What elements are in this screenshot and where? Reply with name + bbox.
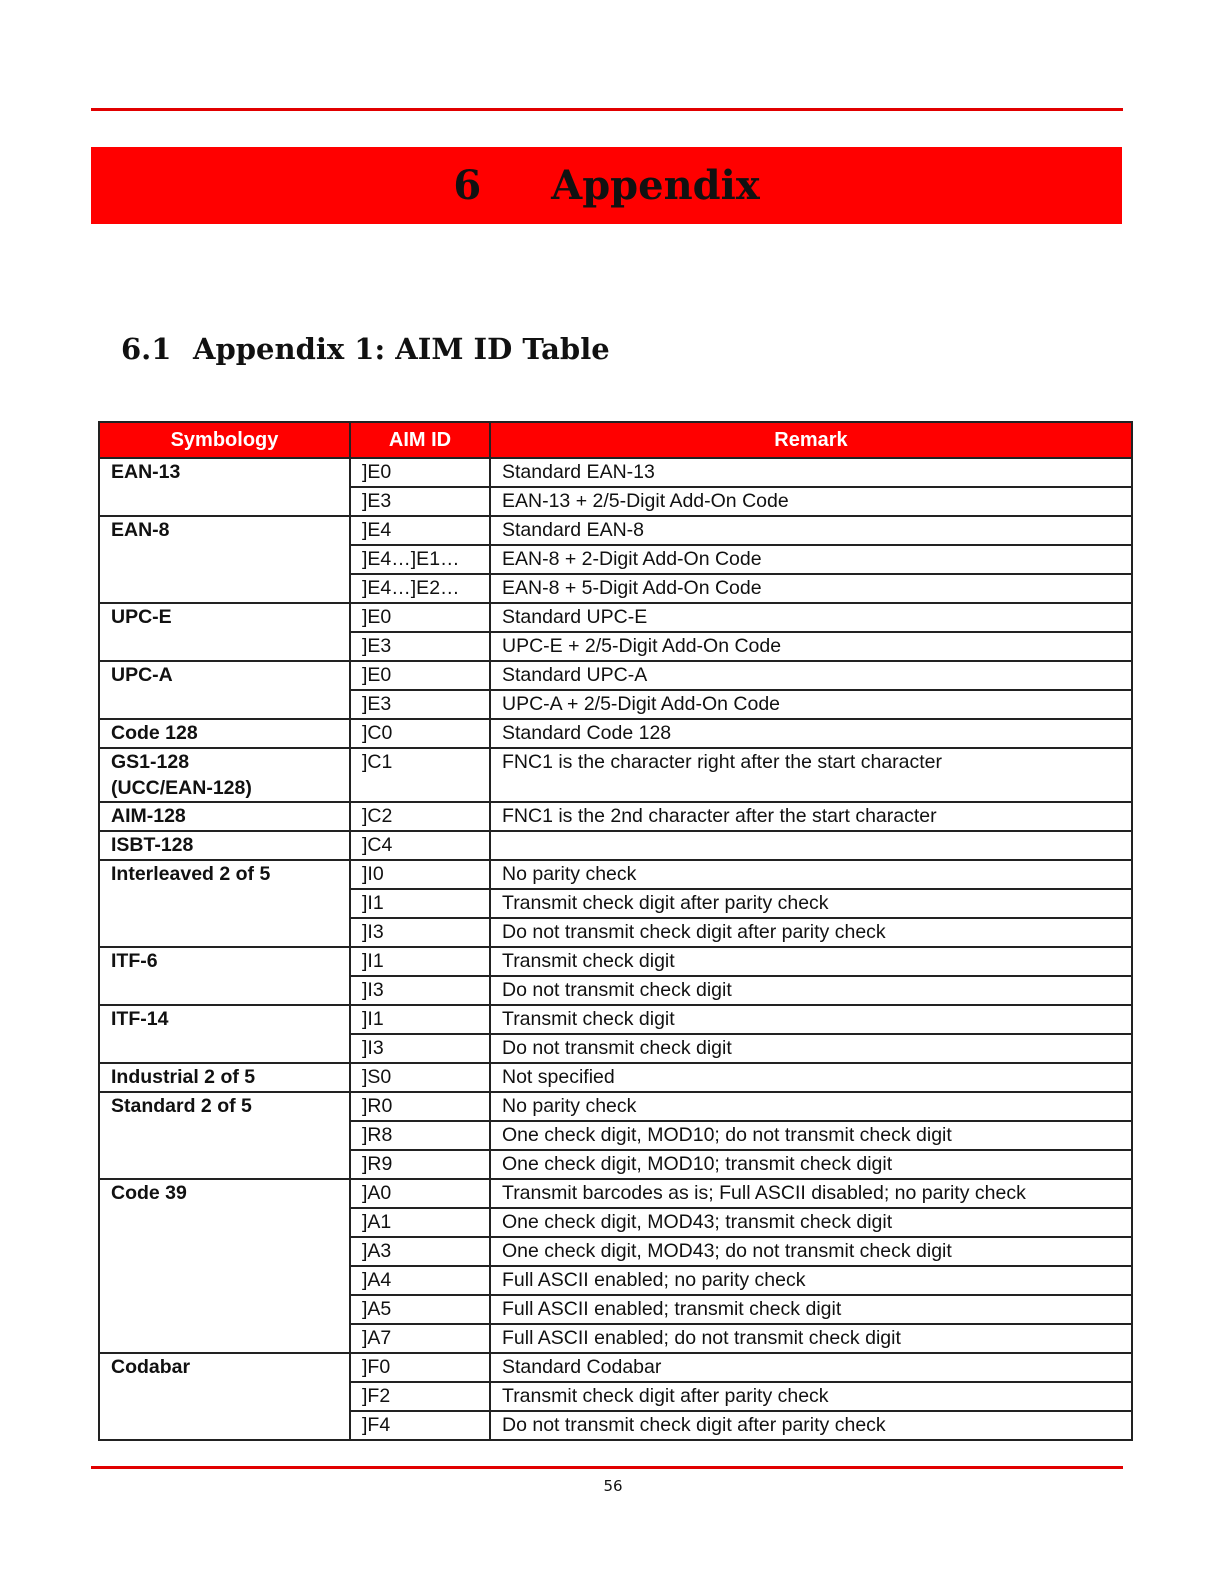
- remark-cell: Full ASCII enabled; do not transmit check digit: [490, 1324, 1132, 1353]
- table-row: [99, 1179, 1132, 1208]
- remark-cell: One check digit, MOD10; transmit check digit: [490, 1150, 1132, 1179]
- aim-id-cell: ]E4: [350, 516, 490, 545]
- remark-cell: Transmit check digit: [490, 947, 1132, 976]
- aim-id-cell: ]I1: [350, 889, 490, 918]
- remark-cell: Transmit check digit: [490, 1005, 1132, 1034]
- aim-id-cell: ]E3: [350, 632, 490, 661]
- table-row: [99, 860, 1132, 889]
- remark-cell: Do not transmit check digit after parity check: [490, 1411, 1132, 1440]
- symbology-cell: EAN-8: [99, 516, 350, 603]
- aim-id-cell: ]E0: [350, 458, 490, 487]
- remark-cell: Do not transmit check digit: [490, 1034, 1132, 1063]
- aim-id-cell: ]F0: [350, 1353, 490, 1382]
- aim-id-cell: ]I0: [350, 860, 490, 889]
- symbology-cell: Code 128: [99, 719, 350, 748]
- remark-cell: Standard EAN-8: [490, 516, 1132, 545]
- aim-id-cell: ]A1: [350, 1208, 490, 1237]
- section-title: Appendix 1: AIM ID Table: [193, 332, 610, 366]
- header-aim-id: AIM ID: [350, 422, 490, 458]
- aim-id-cell: ]A5: [350, 1295, 490, 1324]
- table-row: [99, 947, 1132, 976]
- table-row: [99, 661, 1132, 690]
- table-header-row: [99, 422, 1132, 458]
- remark-cell: Do not transmit check digit after parity check: [490, 918, 1132, 947]
- remark-cell: Standard UPC-A: [490, 661, 1132, 690]
- symbology-cell: GS1-128 (UCC/EAN-128): [99, 748, 350, 802]
- remark-cell: One check digit, MOD43; transmit check digit: [490, 1208, 1132, 1237]
- aim-id-cell: ]I3: [350, 1034, 490, 1063]
- remark-cell: Transmit check digit after parity check: [490, 889, 1132, 918]
- remark-cell: EAN-8 + 5-Digit Add-On Code: [490, 574, 1132, 603]
- aim-id-cell: ]R9: [350, 1150, 490, 1179]
- remark-cell: Standard UPC-E: [490, 603, 1132, 632]
- remark-cell: [490, 831, 1132, 860]
- symbology-cell: Code 39: [99, 1179, 350, 1353]
- symbology-cell: Standard 2 of 5: [99, 1092, 350, 1179]
- aim-id-cell: ]R8: [350, 1121, 490, 1150]
- remark-cell: Full ASCII enabled; no parity check: [490, 1266, 1132, 1295]
- table-body: [99, 458, 1132, 1440]
- remark-cell: EAN-8 + 2-Digit Add-On Code: [490, 545, 1132, 574]
- remark-cell: UPC-E + 2/5-Digit Add-On Code: [490, 632, 1132, 661]
- symbology-cell: Interleaved 2 of 5: [99, 860, 350, 947]
- remark-cell: Transmit barcodes as is; Full ASCII disabled; no parity check: [490, 1179, 1132, 1208]
- aim-id-table: [98, 421, 1133, 1441]
- symbology-cell: UPC-A: [99, 661, 350, 719]
- header-remark: Remark: [490, 422, 1132, 458]
- aim-id-cell: ]E3: [350, 487, 490, 516]
- aim-id-cell: ]R0: [350, 1092, 490, 1121]
- top-rule: [91, 108, 1123, 111]
- table-row: [99, 603, 1132, 632]
- remark-cell: Not specified: [490, 1063, 1132, 1092]
- aim-id-cell: ]E0: [350, 661, 490, 690]
- remark-cell: FNC1 is the character right after the start character: [490, 748, 1132, 802]
- symbology-cell: ISBT-128: [99, 831, 350, 860]
- aim-id-cell: ]F2: [350, 1382, 490, 1411]
- table-row: [99, 831, 1132, 860]
- remark-cell: Standard Codabar: [490, 1353, 1132, 1382]
- table-row: [99, 1063, 1132, 1092]
- symbology-cell: EAN-13: [99, 458, 350, 516]
- chapter-title: Appendix: [551, 162, 760, 209]
- remark-cell: Do not transmit check digit: [490, 976, 1132, 1005]
- section-heading: [121, 332, 610, 366]
- table-row: [99, 719, 1132, 748]
- symbology-cell: UPC-E: [99, 603, 350, 661]
- aim-id-cell: ]C2: [350, 802, 490, 831]
- chapter-banner: [91, 147, 1122, 224]
- symbology-cell: ITF-14: [99, 1005, 350, 1063]
- chapter-number: 6: [453, 162, 482, 209]
- table-row: [99, 1092, 1132, 1121]
- remark-cell: Standard EAN-13: [490, 458, 1132, 487]
- aim-id-cell: ]C1: [350, 748, 490, 802]
- table-row: [99, 802, 1132, 831]
- symbology-cell: ITF-6: [99, 947, 350, 1005]
- table-row: [99, 516, 1132, 545]
- table-row: [99, 1005, 1132, 1034]
- symbology-cell: Codabar: [99, 1353, 350, 1440]
- aim-id-cell: ]A7: [350, 1324, 490, 1353]
- bottom-rule: [91, 1466, 1123, 1469]
- aim-id-cell: ]C4: [350, 831, 490, 860]
- remark-cell: UPC-A + 2/5-Digit Add-On Code: [490, 690, 1132, 719]
- aim-id-cell: ]E4…]E1…: [350, 545, 490, 574]
- aim-id-cell: ]A4: [350, 1266, 490, 1295]
- aim-id-cell: ]I3: [350, 918, 490, 947]
- section-number: 6.1: [121, 332, 172, 366]
- remark-cell: No parity check: [490, 1092, 1132, 1121]
- aim-id-cell: ]F4: [350, 1411, 490, 1440]
- aim-id-cell: ]I1: [350, 947, 490, 976]
- table-row: [99, 458, 1132, 487]
- remark-cell: FNC1 is the 2nd character after the start character: [490, 802, 1132, 831]
- remark-cell: One check digit, MOD43; do not transmit check digit: [490, 1237, 1132, 1266]
- aim-id-cell: ]S0: [350, 1063, 490, 1092]
- remark-cell: One check digit, MOD10; do not transmit check digit: [490, 1121, 1132, 1150]
- aim-id-cell: ]A0: [350, 1179, 490, 1208]
- aim-id-cell: ]E4…]E2…: [350, 574, 490, 603]
- remark-cell: EAN-13 + 2/5-Digit Add-On Code: [490, 487, 1132, 516]
- aim-id-cell: ]A3: [350, 1237, 490, 1266]
- remark-cell: No parity check: [490, 860, 1132, 889]
- aim-id-cell: ]C0: [350, 719, 490, 748]
- table-row: [99, 1353, 1132, 1382]
- remark-cell: Transmit check digit after parity check: [490, 1382, 1132, 1411]
- symbology-cell: Industrial 2 of 5: [99, 1063, 350, 1092]
- symbology-cell: AIM-128: [99, 802, 350, 831]
- aim-id-cell: ]E0: [350, 603, 490, 632]
- aim-id-cell: ]E3: [350, 690, 490, 719]
- aim-id-cell: ]I1: [350, 1005, 490, 1034]
- page-number: 56: [603, 1477, 623, 1495]
- remark-cell: Standard Code 128: [490, 719, 1132, 748]
- aim-id-cell: ]I3: [350, 976, 490, 1005]
- header-symbology: Symbology: [99, 422, 350, 458]
- table-row: [99, 748, 1132, 802]
- remark-cell: Full ASCII enabled; transmit check digit: [490, 1295, 1132, 1324]
